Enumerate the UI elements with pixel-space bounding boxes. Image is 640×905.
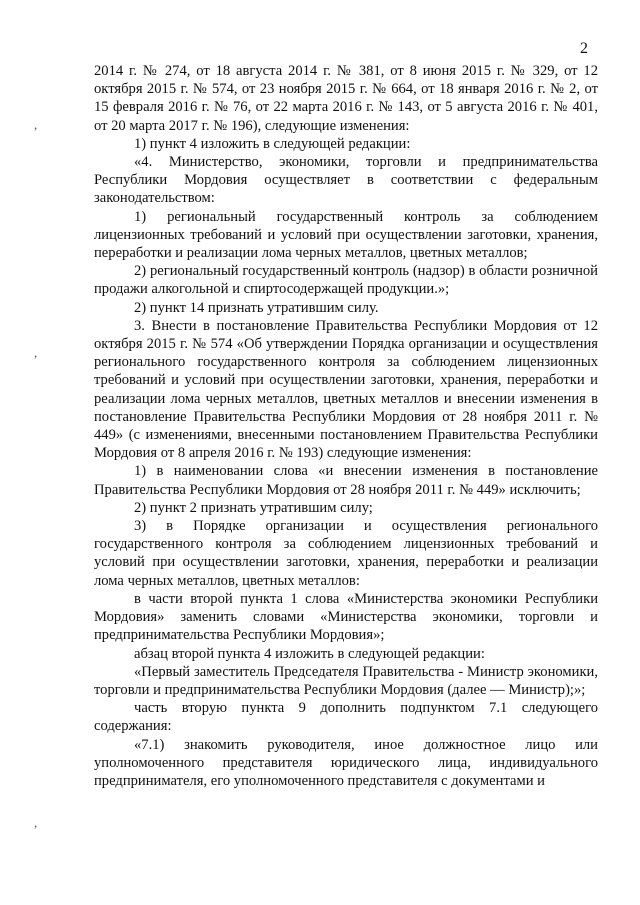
paragraph: 2014 г. № 274, от 18 августа 2014 г. № 381, от 8 июня 2015 г. № 329, от 12 октября 2015 г. № 574, от 23 ноября 2015 г. № 664, от 18 января 2016 г. № 2, от 15 февраля 2016 г. № 76, от 22 марта 2016 г. № 143, от 5 августа 2016 г. № 401, от 20 марта 2017 г. № 196), следующие изменения:	[94, 63, 598, 134]
paragraph: «4. Министерство, экономики, торговли и предпринимательства Республики Мордовия осуществляет в соответствии с федеральным законодательством:	[94, 154, 598, 207]
margin-mark: ,	[34, 117, 38, 132]
paragraph: «Первый заместитель Председателя Правительства - Министр экономики, торговли и предпринимательства Республики Мордовия (далее — Министр);»;	[94, 663, 598, 698]
paragraph: 2) пункт 2 признать утратившим силу;	[134, 499, 373, 516]
paragraph: «7.1) знакомить руководителя, иное должностное лицо или уполномоченного представителя юридического лица, индивидуального предпринимателя, его уполномоченного представителя с документами и	[94, 736, 598, 789]
paragraph: 1) в наименовании слова «и внесении изменения в постановление Правительства Республики Мордовия от 28 ноября 2011 г. № 449» исключить;	[94, 463, 598, 498]
document-body	[94, 62, 598, 790]
paragraph: 3) в Порядке организации и осуществления регионального государственного контроля за соблюдением лицензионных требований и условий при осуществлении заготовки, хранения, переработки и реализации лома черных металлов, цветных металлов:	[94, 518, 598, 589]
margin-mark: ,	[34, 345, 38, 360]
paragraph: 1) пункт 4 изложить в следующей редакции:	[134, 135, 411, 152]
paragraph: 2) региональный государственный контроль (надзор) в области розничной продажи алкогольной и спиртосодержащей продукции.»;	[94, 263, 598, 298]
paragraph: часть вторую пункта 9 дополнить подпунктом 7.1 следующего содержания:	[94, 700, 598, 735]
paragraph: в части второй пункта 1 слова «Министерства экономики Республики Мордовия» заменить словами «Министерства экономики, торговли и предпринимательства Республики Мордовия»;	[94, 590, 598, 644]
paragraph: абзац второй пункта 4 изложить в следующей редакции:	[134, 645, 485, 662]
paragraph: 3. Внести в постановление Правительства Республики Мордовия от 12 октября 2015 г. № 574 «Об утверждении Порядка организации и осуществления регионального государственного контроля за соблюдением лицензионных требований и условий при осуществлении заготовки, хранения, переработки и реализации лома черных металлов, цветных металлов и внесении изменения в постановление Правительства Республики Мордовия от 28 ноября 2011 г. № 449» (с изменениями, внесенными постановлением Правительства Республики Мордовия от 8 апреля 2016 г. № 193) следующие изменения:	[94, 317, 598, 462]
paragraph: 1) региональный государственный контроль за соблюдением лицензионных требований и условий при осуществлении заготовки, хранения, переработки и реализации лома черных металлов, цветных металлов;	[94, 208, 598, 262]
paragraph: 2) пункт 14 признать утратившим силу.	[134, 299, 379, 316]
page-number: 2	[580, 40, 588, 57]
margin-mark: ,	[34, 815, 38, 830]
